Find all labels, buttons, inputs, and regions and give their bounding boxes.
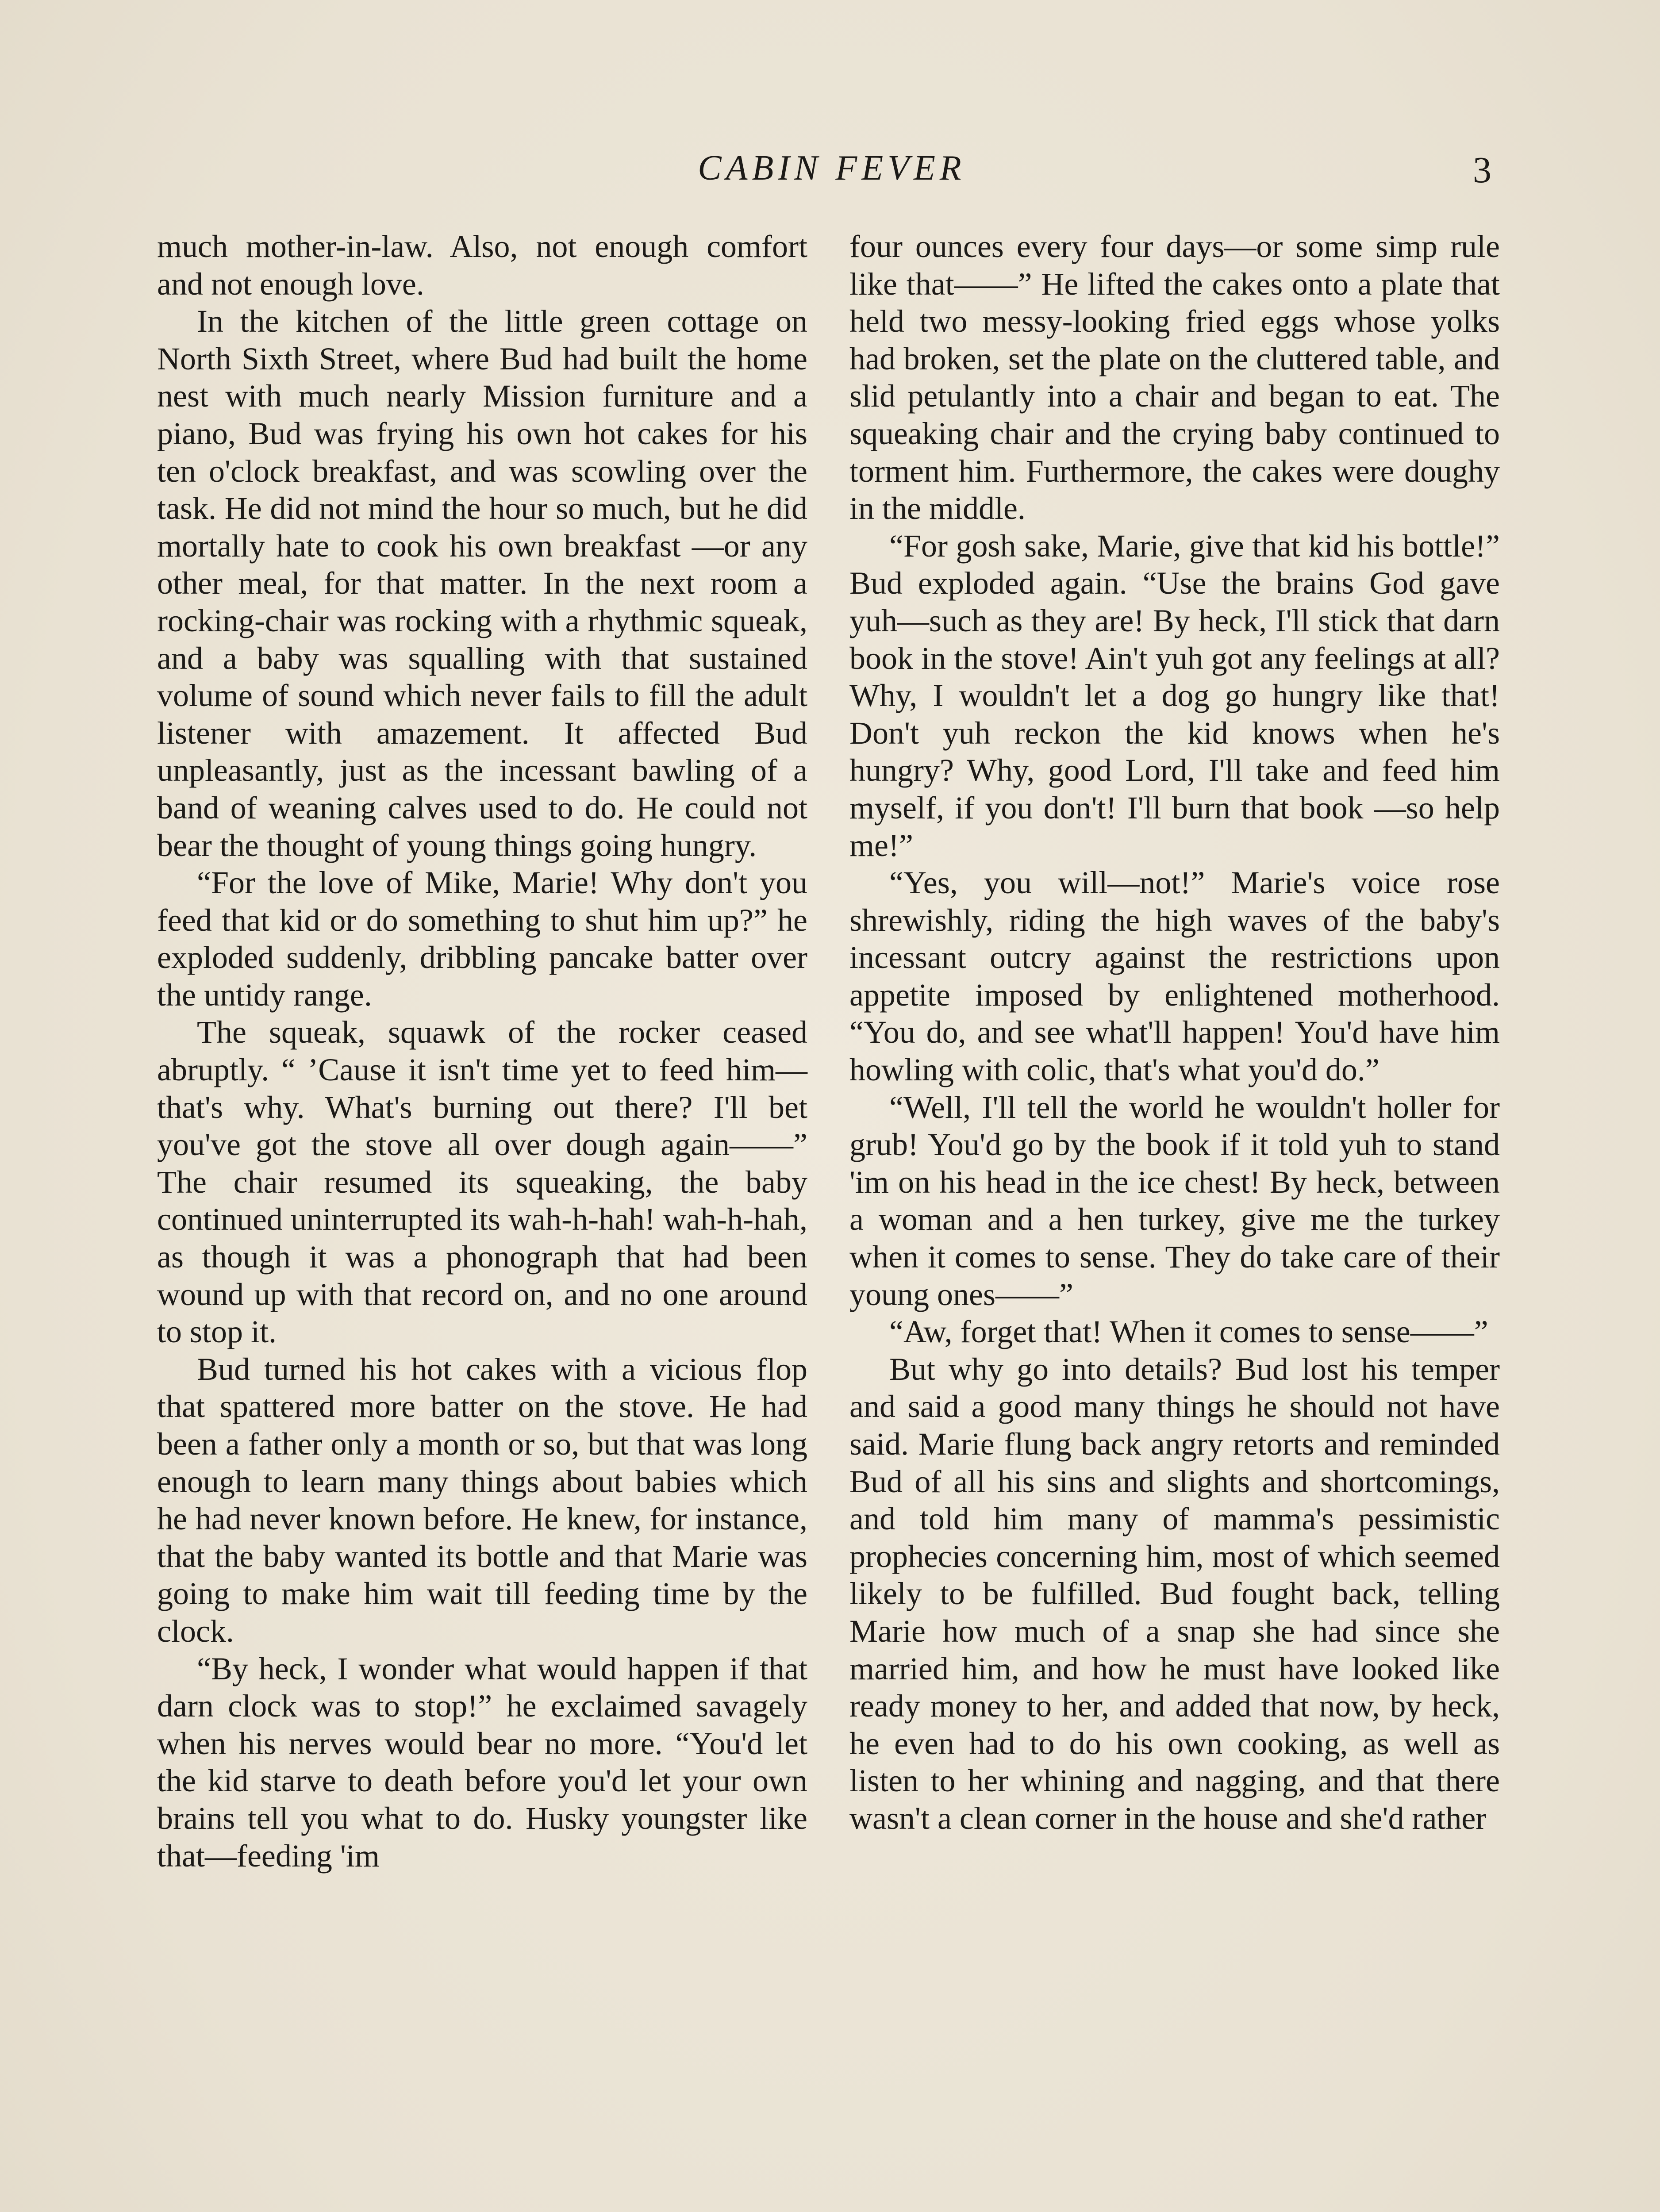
paragraph: four ounces every four days—or some simp rule like that——” He lifted the cakes onto a plate that held two messy-looking fried eggs whose yolks had broken, set the plate on the cluttered table, and slid petulantly into a chair and began to eat. The squeaking chair and the crying baby continued to torment him. Furthermore, the cakes were doughy in the middle. — [849, 229, 1500, 526]
paragraph: “Aw, forget that! When it comes to sense——” — [889, 1314, 1488, 1350]
left-column — [157, 228, 807, 1874]
paragraph: much mother-in-law. Also, not enough comfort and not enough love. — [157, 229, 807, 302]
page-number: 3 — [1473, 150, 1491, 191]
paragraph: Bud turned his hot cakes with a vicious flop that spattered more batter on the stove. He had been a father only a month or so, but that was long enough to learn many things about babies which he had never known before. He knew, for instance, that the baby wanted its bottle and that Marie was going to make him wait till feeding time by the clock. — [157, 1351, 807, 1649]
right-column — [849, 228, 1500, 1837]
paragraph: “Yes, you will—not!” Marie's voice rose shrewishly, riding the high waves of the baby's incessant outcry against the restrictions upon appetite imposed by enlightened motherhood. “You do, and see what'll happen! You'd have him howling with colic, that's what you'd do.” — [849, 865, 1500, 1088]
paragraph: “For the love of Mike, Marie! Why don't you feed that kid or do something to shut him up?” he exploded suddenly, dribbling pancake batter over the untidy range. — [157, 865, 807, 1013]
paragraph: But why go into details? Bud lost his temper and said a good many things he should not have said. Marie flung back angry retorts and reminded Bud of all his sins and slights and shortcomings, and told him many of mamma's pessimistic prophecies concerning him, most of which seemed likely to be fulfilled. Bud fought back, telling Marie how much of a snap she had since she married him, and how he must have looked like ready money to her, and added that now, by heck, he even had to do his own cooking, as well as listen to her whining and nagging, and that there wasn't a clean corner in the house and she'd rather — [849, 1351, 1500, 1836]
paragraph: “Well, I'll tell the world he wouldn't holler for grub! You'd go by the book if it told yuh to stand 'im on his head in the ice chest! By heck, between a woman and a hen turkey, give me the turkey when it comes to sense. They do take care of their young ones——” — [849, 1089, 1500, 1312]
paragraph: “By heck, I wonder what would happen if that darn clock was to stop!” he exclaimed savagely when his nerves would bear no more. “You'd let the kid starve to death before you'd let your own brains tell you what to do. Husky youngster like that—feeding 'im — [157, 1651, 807, 1874]
running-title: CABIN FEVER — [698, 149, 966, 188]
paragraph: “For gosh sake, Marie, give that kid his bottle!” Bud exploded again. “Use the brains God gave yuh—such as they are! By heck, I'll stick that darn book in the stove! Ain't yuh got any feelings at all? Why, I wouldn't let a dog go hungry like that! Don't yuh reckon the kid knows when he's hungry? Why, good Lord, I'll take and feed him myself, if you don't! I'll burn that book —so help me!” — [849, 528, 1500, 863]
paragraph: In the kitchen of the little green cottage on North Sixth Street, where Bud had built the home nest with much nearly Mission furniture and a piano, Bud was frying his own hot cakes for his ten o'clock breakfast, and was scowling over the task. He did not mind the hour so much, but he did mortally hate to cook his own breakfast —or any other meal, for that matter. In the next room a rocking-chair was rocking with a rhythmic squeak, and a baby was squalling with that sustained volume of sound which never fails to fill the adult listener with amazement. It affected Bud unpleasantly, just as the incessant bawling of a band of weaning calves used to do. He could not bear the thought of young things going hungry. — [157, 303, 807, 863]
paragraph: The squeak, squawk of the rocker ceased abruptly. “ ’Cause it isn't time yet to feed him—that's why. What's burning out there? I'll bet you've got the stove all over dough again——” The chair resumed its squeaking, the baby continued uninterrupted its wah-h-hah! wah-h-hah, as though it was a phonograph that had been wound up with that record on, and no one around to stop it. — [157, 1014, 807, 1350]
